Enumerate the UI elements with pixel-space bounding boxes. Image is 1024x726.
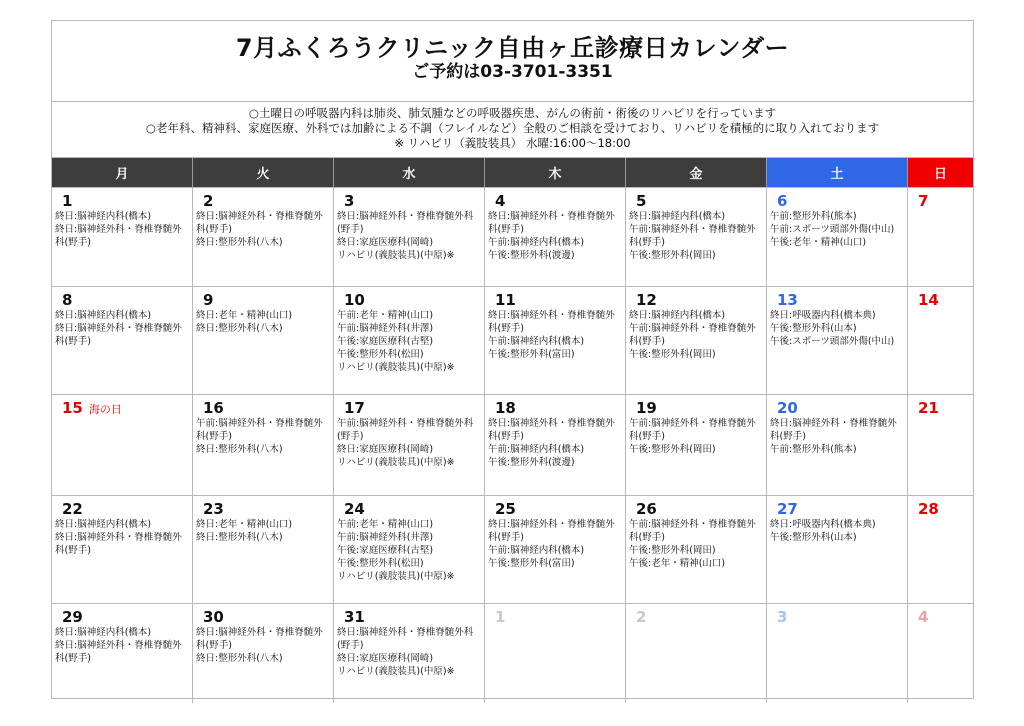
schedule-entry: 終日:整形外科(八木) <box>196 323 283 334</box>
schedule-entry: 午後:整形外科(岡田) <box>629 444 716 455</box>
schedule-entry: 終日:脳神経内科(橋本) <box>55 519 152 530</box>
schedule-entry: 午後:老年・精神(山口) <box>629 558 726 569</box>
schedule-list <box>196 210 331 249</box>
schedule-entry: 終日:老年・精神(山口) <box>196 519 293 530</box>
day-number: 18 <box>495 399 516 417</box>
day-number: 24 <box>344 500 365 518</box>
calendar-sheet <box>51 20 974 699</box>
schedule-entry: 終日:脳神経内科(橋本) <box>55 627 152 638</box>
schedule-entry: リハビリ(義肢装具)(中原)※ <box>337 571 455 582</box>
day-cell <box>334 395 485 495</box>
schedule-list <box>629 309 764 361</box>
day-number-row <box>911 192 971 210</box>
day-cell <box>626 287 767 394</box>
day-number-row <box>196 608 331 626</box>
schedule-entry: リハビリ(義肢装具)(中原)※ <box>337 666 455 677</box>
day-number-row <box>55 608 190 626</box>
week-row <box>52 495 973 603</box>
day-number-row <box>770 291 905 309</box>
title-box <box>52 21 973 102</box>
day-cell <box>193 604 334 703</box>
day-number: 20 <box>777 399 798 417</box>
day-number-row <box>337 500 482 518</box>
day-number-row <box>55 192 190 210</box>
day-number: 29 <box>62 608 83 626</box>
schedule-entry: 終日:脳神経内科(橋本) <box>629 211 726 222</box>
schedule-entry: 終日:家庭医療科(岡崎) <box>337 237 434 248</box>
day-cell <box>908 496 973 603</box>
schedule-entry: 終日:脳神経外科・脊椎脊髄外科(野手) <box>55 224 182 248</box>
day-number: 3 <box>777 608 788 626</box>
schedule-list <box>55 210 190 249</box>
week-row <box>52 187 973 286</box>
schedule-entry: 終日:脳神経外科・脊椎脊髄外科(野手) <box>488 418 615 442</box>
schedule-list <box>55 309 190 348</box>
week-row <box>52 394 973 495</box>
schedule-entry: 終日:老年・精神(山口) <box>196 310 293 321</box>
day-number: 12 <box>636 291 657 309</box>
day-cell <box>334 496 485 603</box>
day-cell <box>52 395 193 495</box>
schedule-entry: 午前:脳神経外科・脊椎脊髄外科(野手) <box>629 519 756 543</box>
schedule-entry: 終日:脳神経外科・脊椎脊髄外科(野手) <box>770 418 897 442</box>
schedule-entry: 午前:脳神経内科(橋本) <box>488 237 585 248</box>
day-cell <box>193 287 334 394</box>
day-number-row <box>55 291 190 309</box>
schedule-entry: 午後:整形外科(山本) <box>770 323 857 334</box>
schedule-entry: 午後:家庭医療科(古堅) <box>337 545 434 556</box>
day-number: 1 <box>495 608 506 626</box>
schedule-entry: 午前:脳神経外科(井澤) <box>337 532 434 543</box>
schedule-entry: 終日:呼吸器内科(橋本典) <box>770 310 876 321</box>
schedule-entry: 終日:脳神経外科・脊椎脊髄外科(野手) <box>55 323 182 347</box>
day-number: 28 <box>918 500 939 518</box>
schedule-entry: 午後:整形外科(富田) <box>488 349 575 360</box>
day-cell <box>908 604 973 703</box>
week-row <box>52 603 973 703</box>
schedule-entry: リハビリ(義肢装具)(中原)※ <box>337 457 455 468</box>
schedule-entry: 午前:脳神経外科・脊椎脊髄外科(野手) <box>629 224 756 248</box>
day-number-row <box>488 608 623 626</box>
day-number-row <box>488 291 623 309</box>
day-cell <box>485 188 626 286</box>
schedule-entry: 午後:スポーツ頭部外傷(中山) <box>770 336 895 347</box>
day-number-row <box>488 500 623 518</box>
day-cell <box>485 395 626 495</box>
day-cell <box>193 188 334 286</box>
holiday-label: 海の日 <box>88 403 122 416</box>
schedule-entry: 終日:脳神経外科・脊椎脊髄外科(野手) <box>488 519 615 543</box>
schedule-entry: 終日:脳神経外科・脊椎脊髄外科(野手) <box>337 627 474 651</box>
schedule-list <box>488 309 623 361</box>
schedule-entry: 終日:家庭医療科(岡崎) <box>337 444 434 455</box>
day-number: 31 <box>344 608 365 626</box>
day-number-row <box>196 192 331 210</box>
day-cell <box>52 287 193 394</box>
schedule-entry: 終日:脳神経外科・脊椎脊髄外科(野手) <box>488 310 615 334</box>
schedule-entry: 終日:脳神経内科(橋本) <box>629 310 726 321</box>
day-cell <box>626 395 767 495</box>
day-cell <box>52 604 193 703</box>
day-number: 9 <box>203 291 214 309</box>
schedule-list <box>55 518 190 557</box>
schedule-entry: 午前:整形外科(熊本) <box>770 444 857 455</box>
day-number-row <box>911 608 971 626</box>
schedule-entry: リハビリ(義肢装具)(中原)※ <box>337 250 455 261</box>
day-number: 17 <box>344 399 365 417</box>
schedule-entry: 午前:脳神経外科・脊椎脊髄外科(野手) <box>337 418 474 442</box>
day-number-row <box>337 291 482 309</box>
schedule-entry: 終日:脳神経外科・脊椎脊髄外科(野手) <box>488 211 615 235</box>
schedule-entry: 午前:整形外科(熊本) <box>770 211 857 222</box>
schedule-entry: 午後:整形外科(松田) <box>337 349 424 360</box>
schedule-list <box>196 309 331 335</box>
day-number: 4 <box>918 608 929 626</box>
weekday-header-row <box>52 158 973 187</box>
schedule-entry: 午前:脳神経内科(橋本) <box>488 545 585 556</box>
schedule-entry: 午後:整形外科(岡田) <box>629 250 716 261</box>
day-cell <box>767 188 908 286</box>
schedule-entry: 午後:整形外科(松田) <box>337 558 424 569</box>
schedule-entry: 終日:整形外科(八木) <box>196 653 283 664</box>
schedule-entry: 午前:脳神経外科・脊椎脊髄外科(野手) <box>629 323 756 347</box>
day-number: 26 <box>636 500 657 518</box>
schedule-entry: 午後:整形外科(富田) <box>488 558 575 569</box>
day-number-row <box>196 500 331 518</box>
day-number-row <box>629 192 764 210</box>
day-cell <box>908 395 973 495</box>
day-number-row <box>911 399 971 417</box>
schedule-list <box>55 626 190 665</box>
day-cell <box>767 287 908 394</box>
schedule-entry: 終日:脳神経外科・脊椎脊髄外科(野手) <box>196 211 323 235</box>
day-number-row <box>337 608 482 626</box>
schedule-list <box>196 626 331 665</box>
day-number-row <box>911 500 971 518</box>
day-cell <box>334 604 485 703</box>
day-cell <box>908 287 973 394</box>
weekday-header-sat: 土 <box>767 158 908 187</box>
schedule-entry: 午後:整形外科(渡邊) <box>488 250 575 261</box>
schedule-entry: 午後:老年・精神(山口) <box>770 237 867 248</box>
day-number-row <box>488 192 623 210</box>
day-number-row <box>770 399 905 417</box>
day-cell <box>334 188 485 286</box>
schedule-list <box>770 309 905 348</box>
day-number: 1 <box>62 192 73 210</box>
schedule-list <box>337 518 482 583</box>
day-number: 2 <box>203 192 214 210</box>
schedule-entry: 終日:整形外科(八木) <box>196 444 283 455</box>
day-number: 23 <box>203 500 224 518</box>
day-number: 6 <box>777 192 788 210</box>
day-cell <box>485 287 626 394</box>
day-number-row <box>770 608 905 626</box>
page-title: 7月ふくろうクリニック自由ヶ丘診療日カレンダー <box>235 34 790 62</box>
day-cell <box>767 496 908 603</box>
note-line: ○土曜日の呼吸器内科は肺炎、肺気腫などの呼吸器疾患、がんの術前・術後のリハビリを行っています <box>248 106 777 120</box>
day-number: 22 <box>62 500 83 518</box>
schedule-entry: 午前:老年・精神(山口) <box>337 519 434 530</box>
schedule-list <box>337 309 482 374</box>
day-number-row <box>488 399 623 417</box>
day-number-row <box>770 192 905 210</box>
week-row <box>52 286 973 394</box>
weekday-header-wed: 水 <box>334 158 485 187</box>
schedule-entry: 午後:整形外科(山本) <box>770 532 857 543</box>
schedule-entry: 終日:脳神経外科・脊椎脊髄外科(野手) <box>55 640 182 664</box>
day-number: 19 <box>636 399 657 417</box>
schedule-list <box>337 626 482 678</box>
schedule-entry: 終日:呼吸器内科(橋本典) <box>770 519 876 530</box>
schedule-list <box>629 210 764 262</box>
schedule-list <box>196 417 331 456</box>
day-number: 27 <box>777 500 798 518</box>
schedule-entry: 午前:スポーツ頭部外傷(中山) <box>770 224 895 235</box>
notes-box <box>52 102 973 158</box>
day-number: 3 <box>344 192 355 210</box>
day-number: 7 <box>918 192 929 210</box>
schedule-entry: 終日:整形外科(八木) <box>196 532 283 543</box>
day-cell <box>52 188 193 286</box>
day-cell <box>767 395 908 495</box>
day-number: 30 <box>203 608 224 626</box>
schedule-entry: 午前:脳神経外科(井澤) <box>337 323 434 334</box>
schedule-entry: 午前:老年・精神(山口) <box>337 310 434 321</box>
schedule-list <box>770 518 905 544</box>
day-number-row <box>55 500 190 518</box>
day-cell <box>193 496 334 603</box>
schedule-list <box>488 210 623 262</box>
day-cell <box>626 496 767 603</box>
note-line: ○老年科、精神科、家庭医療、外科では加齢による不調（フレイルなど）全般のご相談を受けており、リハビリを積極的に取り入れております <box>145 121 880 135</box>
day-number-row <box>196 399 331 417</box>
day-number: 13 <box>777 291 798 309</box>
schedule-entry: 午後:整形外科(岡田) <box>629 349 716 360</box>
schedule-entry: 午後:家庭医療科(古堅) <box>337 336 434 347</box>
day-number: 5 <box>636 192 647 210</box>
weekday-header-thu: 木 <box>485 158 626 187</box>
weekday-header-mon: 月 <box>52 158 193 187</box>
day-number-row <box>629 399 764 417</box>
day-cell <box>485 604 626 703</box>
schedule-entry: 終日:家庭医療科(岡崎) <box>337 653 434 664</box>
schedule-entry: 終日:整形外科(八木) <box>196 237 283 248</box>
schedule-entry: 午前:脳神経外科・脊椎脊髄外科(野手) <box>196 418 323 442</box>
day-number-row <box>629 500 764 518</box>
schedule-list <box>629 518 764 570</box>
day-number: 10 <box>344 291 365 309</box>
schedule-entry: リハビリ(義肢装具)(中原)※ <box>337 362 455 373</box>
day-number-row <box>629 608 764 626</box>
day-cell <box>52 496 193 603</box>
day-cell <box>908 188 973 286</box>
day-cell <box>767 604 908 703</box>
calendar-grid <box>52 187 973 703</box>
day-number-row <box>770 500 905 518</box>
schedule-entry: 終日:脳神経外科・脊椎脊髄外科(野手) <box>55 532 182 556</box>
day-number: 14 <box>918 291 939 309</box>
schedule-entry: 午前:脳神経外科・脊椎脊髄外科(野手) <box>629 418 756 442</box>
schedule-entry: 終日:脳神経内科(橋本) <box>55 310 152 321</box>
day-number: 15 <box>62 399 83 417</box>
schedule-list <box>770 417 905 456</box>
day-number-row <box>337 192 482 210</box>
schedule-list <box>488 518 623 570</box>
schedule-entry: 午前:脳神経内科(橋本) <box>488 444 585 455</box>
schedule-entry: 終日:脳神経外科・脊椎脊髄外科(野手) <box>196 627 323 651</box>
day-cell <box>193 395 334 495</box>
schedule-list <box>488 417 623 469</box>
schedule-list <box>337 210 482 262</box>
day-cell <box>485 496 626 603</box>
day-number: 2 <box>636 608 647 626</box>
day-number-row <box>911 291 971 309</box>
schedule-entry: 午後:整形外科(渡邊) <box>488 457 575 468</box>
day-number: 25 <box>495 500 516 518</box>
schedule-entry: 午前:脳神経内科(橋本) <box>488 336 585 347</box>
day-number-row <box>55 399 190 419</box>
day-number: 11 <box>495 291 516 309</box>
schedule-entry: 終日:脳神経外科・脊椎脊髄外科(野手) <box>337 211 474 235</box>
day-number-row <box>629 291 764 309</box>
day-number: 21 <box>918 399 939 417</box>
day-cell <box>626 604 767 703</box>
day-number: 8 <box>62 291 73 309</box>
schedule-list <box>196 518 331 544</box>
reservation-phone: ご予約は03-3701-3351 <box>412 62 613 82</box>
schedule-entry: 終日:脳神経内科(橋本) <box>55 211 152 222</box>
schedule-list <box>629 417 764 456</box>
day-cell <box>334 287 485 394</box>
day-number: 4 <box>495 192 506 210</box>
schedule-entry: 午後:整形外科(岡田) <box>629 545 716 556</box>
day-number-row <box>337 399 482 417</box>
day-cell <box>626 188 767 286</box>
schedule-list <box>770 210 905 249</box>
schedule-list <box>337 417 482 469</box>
note-line: ※ リハビリ（義肢装具） 水曜:16:00～18:00 <box>394 136 631 150</box>
day-number-row <box>196 291 331 309</box>
weekday-header-fri: 金 <box>626 158 767 187</box>
day-number: 16 <box>203 399 224 417</box>
weekday-header-sun: 日 <box>908 158 973 187</box>
weekday-header-tue: 火 <box>193 158 334 187</box>
